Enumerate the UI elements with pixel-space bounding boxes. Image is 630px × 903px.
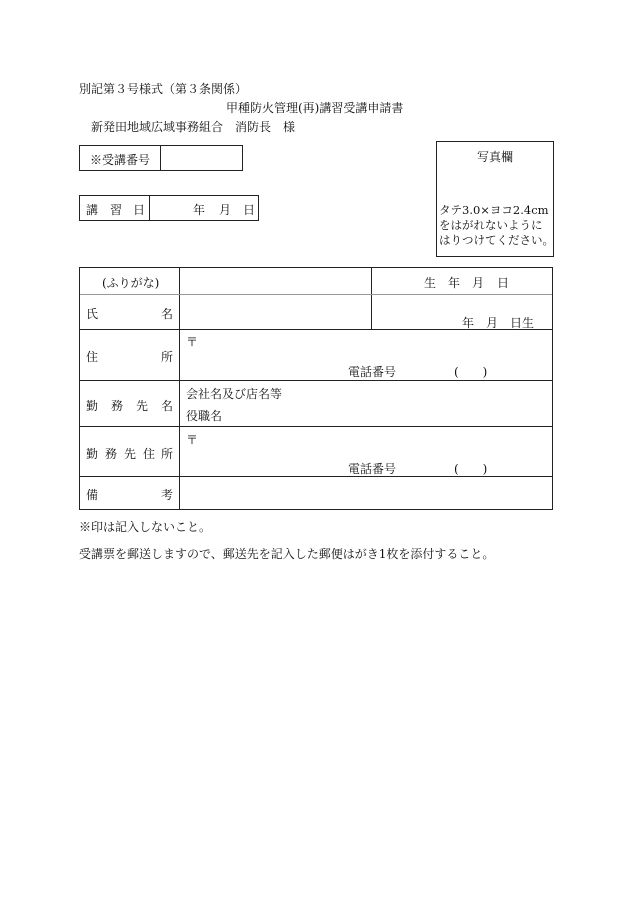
birth-month: 月 [486, 316, 499, 330]
workplace-label-char: 務 [111, 399, 124, 413]
form-title: 甲種防火管理(再)講習受講申請書 [226, 101, 404, 115]
workplace-label-char: 勤 [86, 399, 99, 413]
note-unfilled: ※印は記入しないこと。 [79, 520, 212, 534]
address-label-char: 住 [86, 350, 99, 364]
birth-year: 年 [462, 316, 475, 330]
position-label: 役職名 [186, 409, 223, 423]
workplace-address-label-char: 所 [161, 447, 174, 461]
photo-title: 写真欄 [477, 150, 514, 164]
reception-number-label: ※受講番号 [90, 153, 151, 167]
form-reference: 別記第３号様式（第３条関係） [79, 82, 248, 96]
birth-header-sei: 生 [424, 276, 437, 290]
course-date-month: 月 [219, 203, 232, 217]
note-postcard: 受講票を郵送しますので、郵送先を記入した郵便はがき1枚を添付すること。 [79, 547, 495, 561]
reception-number-box [79, 145, 243, 171]
workplace-label-char: 先 [136, 399, 149, 413]
workplace-label-char: 名 [161, 399, 174, 413]
phone-label: 電話番号 [348, 365, 397, 379]
address-label-char: 所 [161, 350, 174, 364]
workplace-address-label-char: 住 [143, 447, 156, 461]
birth-header-year: 年 [448, 276, 461, 290]
furigana-label: (ふりがな) [102, 276, 160, 290]
birth-header-day: 日 [497, 276, 510, 290]
workplace-address-label-char: 務 [105, 447, 118, 461]
name-input[interactable] [186, 298, 366, 324]
course-date-box [79, 195, 259, 221]
addressee: 新発田地域広域事務組合 消防長 様 [91, 120, 296, 134]
company-label: 会社名及び店名等 [186, 387, 283, 401]
workplace-phone-label: 電話番号 [348, 462, 397, 476]
course-date-label-char: 習 [110, 203, 123, 217]
workplace-address-label-char: 勤 [86, 447, 99, 461]
photo-instruction-line2: をはがれないように [439, 218, 543, 232]
birth-day-born: 日生 [510, 316, 535, 330]
course-date-day: 日 [243, 203, 256, 217]
photo-instruction-line1: タテ3.0×ヨコ2.4cm [439, 203, 549, 217]
workplace-address-input[interactable] [202, 430, 542, 458]
remarks-label-char: 備 [86, 488, 99, 502]
workplace-address-label-char: 先 [124, 447, 137, 461]
name-label-char: 名 [161, 307, 174, 321]
address-input[interactable] [202, 332, 542, 360]
birth-header-month: 月 [472, 276, 485, 290]
remarks-input[interactable] [186, 480, 546, 504]
phone-parens[interactable]: ( ) [454, 365, 488, 379]
workplace-phone-parens[interactable]: ( ) [454, 462, 488, 476]
photo-area [436, 141, 554, 257]
name-label-char: 氏 [86, 307, 99, 321]
photo-instruction-line3: はりつけてください。 [439, 233, 554, 247]
workplace-postal-mark: 〒 [186, 433, 199, 447]
workplace-input[interactable] [290, 384, 545, 422]
course-date-label-char: 日 [133, 203, 146, 217]
furigana-input[interactable] [186, 271, 366, 291]
remarks-label-char: 考 [161, 488, 174, 502]
course-date-year: 年 [193, 203, 206, 217]
postal-mark: 〒 [186, 335, 199, 349]
course-date-label-char: 講 [86, 203, 99, 217]
application-form-table [79, 267, 553, 510]
